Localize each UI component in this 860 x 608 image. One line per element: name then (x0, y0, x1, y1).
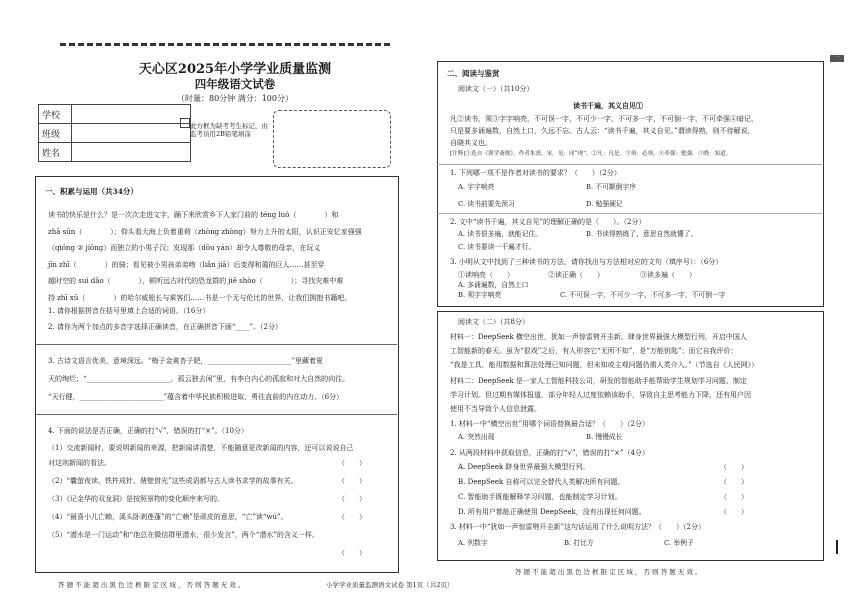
passage-line: 越时空的 suì dǎo（ ），顿听远古时代的恐龙群的 jiē shòo（ ）；寻找灾难中难 (48, 277, 344, 285)
footer-warning-left: 答 题 不 能 超 出 黑 色 边 框 限 定 区 域 ， 否 则 答 题 无 效 。 (58, 581, 245, 589)
r1-q1-option-b[interactable]: B. 不可颠倒字序 (586, 183, 637, 191)
section2-heading: 二、阅读与鉴赏 (447, 69, 500, 78)
r2-question-1: 1. 材料一中“横空出世”用哪个词语替换最合适？（ ）（2分） (450, 420, 650, 428)
r1-q1-option-d[interactable]: D. 勉强硬记 (586, 200, 623, 208)
name-field[interactable] (72, 143, 191, 162)
q4-item-2: （2）“囊萤夜读、铁杵成针、凿壁借光”这些成语都与古人读书求学的故事有关。 (48, 477, 298, 485)
material-line: 材料一：DeepSeek 横空出世，犹如一声惊雷劈开圭新。肆身世界最强大模型行列，开启中国人 (450, 333, 747, 341)
r1-q3-option-b: B. 须字字响亮 (458, 291, 502, 299)
divider (437, 164, 822, 165)
judge-blank[interactable]: （ ） (720, 493, 748, 501)
material-line: 材料二：DeepSeek 是一家人工智能科技公司，研发的智能助手能帮助学生规划学习问题、制定 (450, 377, 747, 385)
passage-line: 持 zhī xū（ ）的哈尔威船长与乘客们……书是一个无与伦比的世界，让我们拥抱书籍吧。 (48, 293, 352, 302)
footer-page-info: 小学学业质量监测语文试卷 第1页（共2页） (326, 581, 454, 589)
footer-warning-right: 答 题 不 能 超 出 黑 色 边 框 限 定 区 域 ， 否 则 答 题 无 效 。 (515, 568, 702, 576)
absent-checkbox[interactable] (180, 118, 190, 128)
poem-note: [注释]①选自《训学斋规》。作者朱熹，宋。见：同“现”。②凡：凡是。③须：必须。④牵强：勉强。⑤晓：知道。 (450, 151, 732, 157)
r2-q2-item-a: A. DeepSeek 跻身世界最强大模型行列。 (458, 463, 590, 471)
field-label-class: 班级 (39, 124, 72, 143)
q3-line: 3. 古诗文语言优美，意境深远。“梅子金黄杏子肥，________________________”里藏着夏 (48, 357, 324, 365)
material-line: 学习计划。但过期有媒体报道，部分年轻人过度依赖该助手，导致自主思考能力下降，还有用户因 (450, 391, 751, 399)
spacer (437, 229, 822, 230)
r2-q1-option-a[interactable]: A. 突然出现 (458, 433, 495, 441)
r2-q1-option-b[interactable]: B. 慢慢成长 (586, 433, 623, 441)
field-label-name: 姓名 (39, 143, 72, 162)
poem-line: 只是要多诵遍数，自然上口，久远不忘。古人云：“读书千遍，其义自见。”谓读得熟，则不待解说， (450, 127, 755, 135)
r1-question-3: 3. 小明从文中找到了三种读书的方法，请你找出与方法相对应的文句（填序号）：（6分） (450, 258, 723, 266)
q3-line: 天的绚烂；“________________________，孤云独去闲”里，有李白内心的孤寂和对大自然的向往。 (48, 375, 350, 383)
judge-blank[interactable]: （ ） (720, 478, 748, 486)
judge-blank[interactable]: （ ） (338, 459, 366, 467)
poem-line: 自晓其义也。 (450, 139, 492, 147)
q4-item-3: （3）《记金华的双龙洞》是按照景物的变化顺序来写的。 (48, 495, 224, 503)
judge-blank[interactable]: （ ） (338, 549, 366, 557)
material-line: 工智能新的春天。虽为“很戏”之后，有人形容它“无所不知”，是“万能钥匙”；而它自我评价： (450, 347, 738, 355)
r1-q1-option-c[interactable]: C. 读书前要先预习 (458, 200, 515, 208)
judge-blank[interactable]: （ ） (720, 463, 748, 471)
judge-blank[interactable]: （ ） (338, 513, 366, 521)
question-4: 4. 下面的说法是否正确，正确的打“√”，错误的打“×”。（10分） (48, 427, 248, 435)
q4-item-1-cont: 对这则新闻的看法。 (48, 459, 111, 467)
r2-q2-item-b: B. DeepSeek 自称可以完全替代人类解决所有问题。 (458, 478, 625, 486)
r2-question-3: 3. 材料一中“犹如一声惊雷劈开圭新”这句话运用了什么说明方法？（ ）（2分） (450, 523, 706, 531)
passage-line: （qióng ② jiōng）而独立的小男子汉；发现那（dōu yán）却令人尊敬的母亲，在玩义 (48, 244, 321, 252)
q4-item-4: （4）“最喜小儿亡赖，溪头卧剥莲蓬”的“亡赖”是顽皮的意思，“亡”读“wú”。 (48, 513, 288, 521)
r2-q2-item-d: D. 所有用户都能正确使用 DeepSeek，没有出现任何问题。 (458, 508, 646, 516)
r1-q2-option-b[interactable]: B. 书读得熟练了，意思自然就懂了。 (586, 230, 698, 238)
class-field[interactable] (72, 124, 191, 143)
divider (35, 344, 397, 345)
r2-q2-item-c: C. 智能助手既能解释学习问题，也能制定学习计划。 (458, 493, 622, 501)
r1-q1-option-a[interactable]: A. 字字响亮 (458, 183, 495, 191)
student-info-table (38, 104, 191, 162)
barcode-area (273, 110, 391, 168)
question-2: 2. 请你为两个加点的多音字选择正确读音，在正确拼音下画“____”。（2分） (48, 323, 283, 331)
divider (35, 414, 397, 415)
passage-line: 读书的快乐是什么？是一次次走进文字，踊下来欣赏乡下人家门前的 téng luó（ ）和 (48, 211, 339, 219)
q3-line: “天行健，________________________”蕴含着中华民族积极进取、勇往直前的内在动力。（6分） (48, 393, 344, 401)
school-field[interactable] (72, 105, 191, 124)
r1-q3-option-c: C. 不可误一字，不可少一字，不可多一字，不可倒一字 (560, 291, 726, 299)
question-1: 1. 请你根据拼音在括号里填上合适的词语。（16分） (48, 307, 210, 315)
r1-q2-option-a[interactable]: A. 读书很多遍，就能记住。 (458, 230, 542, 238)
judge-blank[interactable]: （ ） (338, 495, 366, 503)
material-line: “我是工具，能用数据和算法处理已知问题，但未知或主观问题仍需人类介入。”（节选自《人民网》） (450, 361, 759, 369)
edge-mark (836, 540, 838, 554)
passage-line: jīn zhī（ ）的骑；看见被小男孩弟弟吻（liǎn jiā）后变得和蔼的巨人……甚至穿 (48, 260, 325, 269)
r1-question-2: 2. 文中“读书千遍，其义自见”的理解正确的是（ ）。（2分） (450, 218, 646, 226)
r1-q3-item-1[interactable]: ①读响亮（ ） (458, 271, 514, 279)
poem-line: 凡②读书，须③字字响亮，不可误一字，不可少一字，不可多一字，不可倒一字，不可牵强④暗记， (450, 115, 758, 123)
q4-item-1: （1）交流新闻时，要说明新闻的来源，把新闻讲清楚，不能随意更改新闻的内容，还可以说说自己 (48, 444, 354, 452)
r2-q3-option-b[interactable]: B. 打比方 (564, 539, 594, 547)
exam-title: 天心区2025年小学学业质量监测 (138, 62, 332, 77)
absent-note: 此方框为缺考考生标记，由监考员用2B铅笔填涂 (190, 122, 268, 139)
divider (437, 213, 822, 214)
judge-blank[interactable]: （ ） (338, 477, 366, 485)
judge-blank[interactable]: （ ） (720, 508, 748, 516)
section1-passage (48, 207, 362, 306)
exam-info: （时量：80分钟 满分：100分） (177, 94, 293, 103)
r2-q3-option-c[interactable]: C. 举例子 (664, 539, 694, 547)
page-tab: 一 (830, 55, 844, 62)
reading2-title: 阅读文（二）（共8分） (458, 318, 529, 326)
poem-title: 读书千遍，其义自见① (573, 101, 643, 110)
section1-heading: 一、积累与运用（共34分） (45, 187, 138, 196)
reading1-title: 阅读文（一）（共10分） (458, 85, 534, 93)
r1-q2-option-c[interactable]: C. 读书要读一千遍才行。 (458, 243, 536, 251)
material-line: 使用不当导致个人信息泄露。 (450, 405, 541, 413)
passage-line: zhā sūn（ ）；仰头看大海上负着重荷（zhòng zhòng）努力上升的太阳，认识正安忆家强强 (48, 227, 362, 236)
exam-subtitle: 四年级语文试卷 (194, 77, 276, 91)
r1-q3-option-a: A. 多诵遍数，自然上口 (458, 281, 529, 289)
r1-question-1: 1. 下列哪一项不是作者对读书的要求？（ ）（2分） (450, 169, 621, 177)
tear-line (60, 43, 390, 46)
r1-q3-item-3[interactable]: ③读多遍（ ） (640, 271, 696, 279)
question-3 (48, 352, 349, 406)
r2-q3-option-a[interactable]: A. 列数字 (458, 539, 488, 547)
q4-item-5: （5）“潜水是一门运动”和“他总在微信群里潜水，很少发言”，两个“潜水”的含义一样。 (48, 531, 319, 539)
r2-question-2: 2. 从两段材料中获取信息，正确的打“√”，错误的打“×”（4分） (450, 449, 649, 457)
r1-q3-item-2[interactable]: ②读正确（ ） (548, 271, 604, 279)
field-label-school: 学校 (39, 105, 72, 124)
